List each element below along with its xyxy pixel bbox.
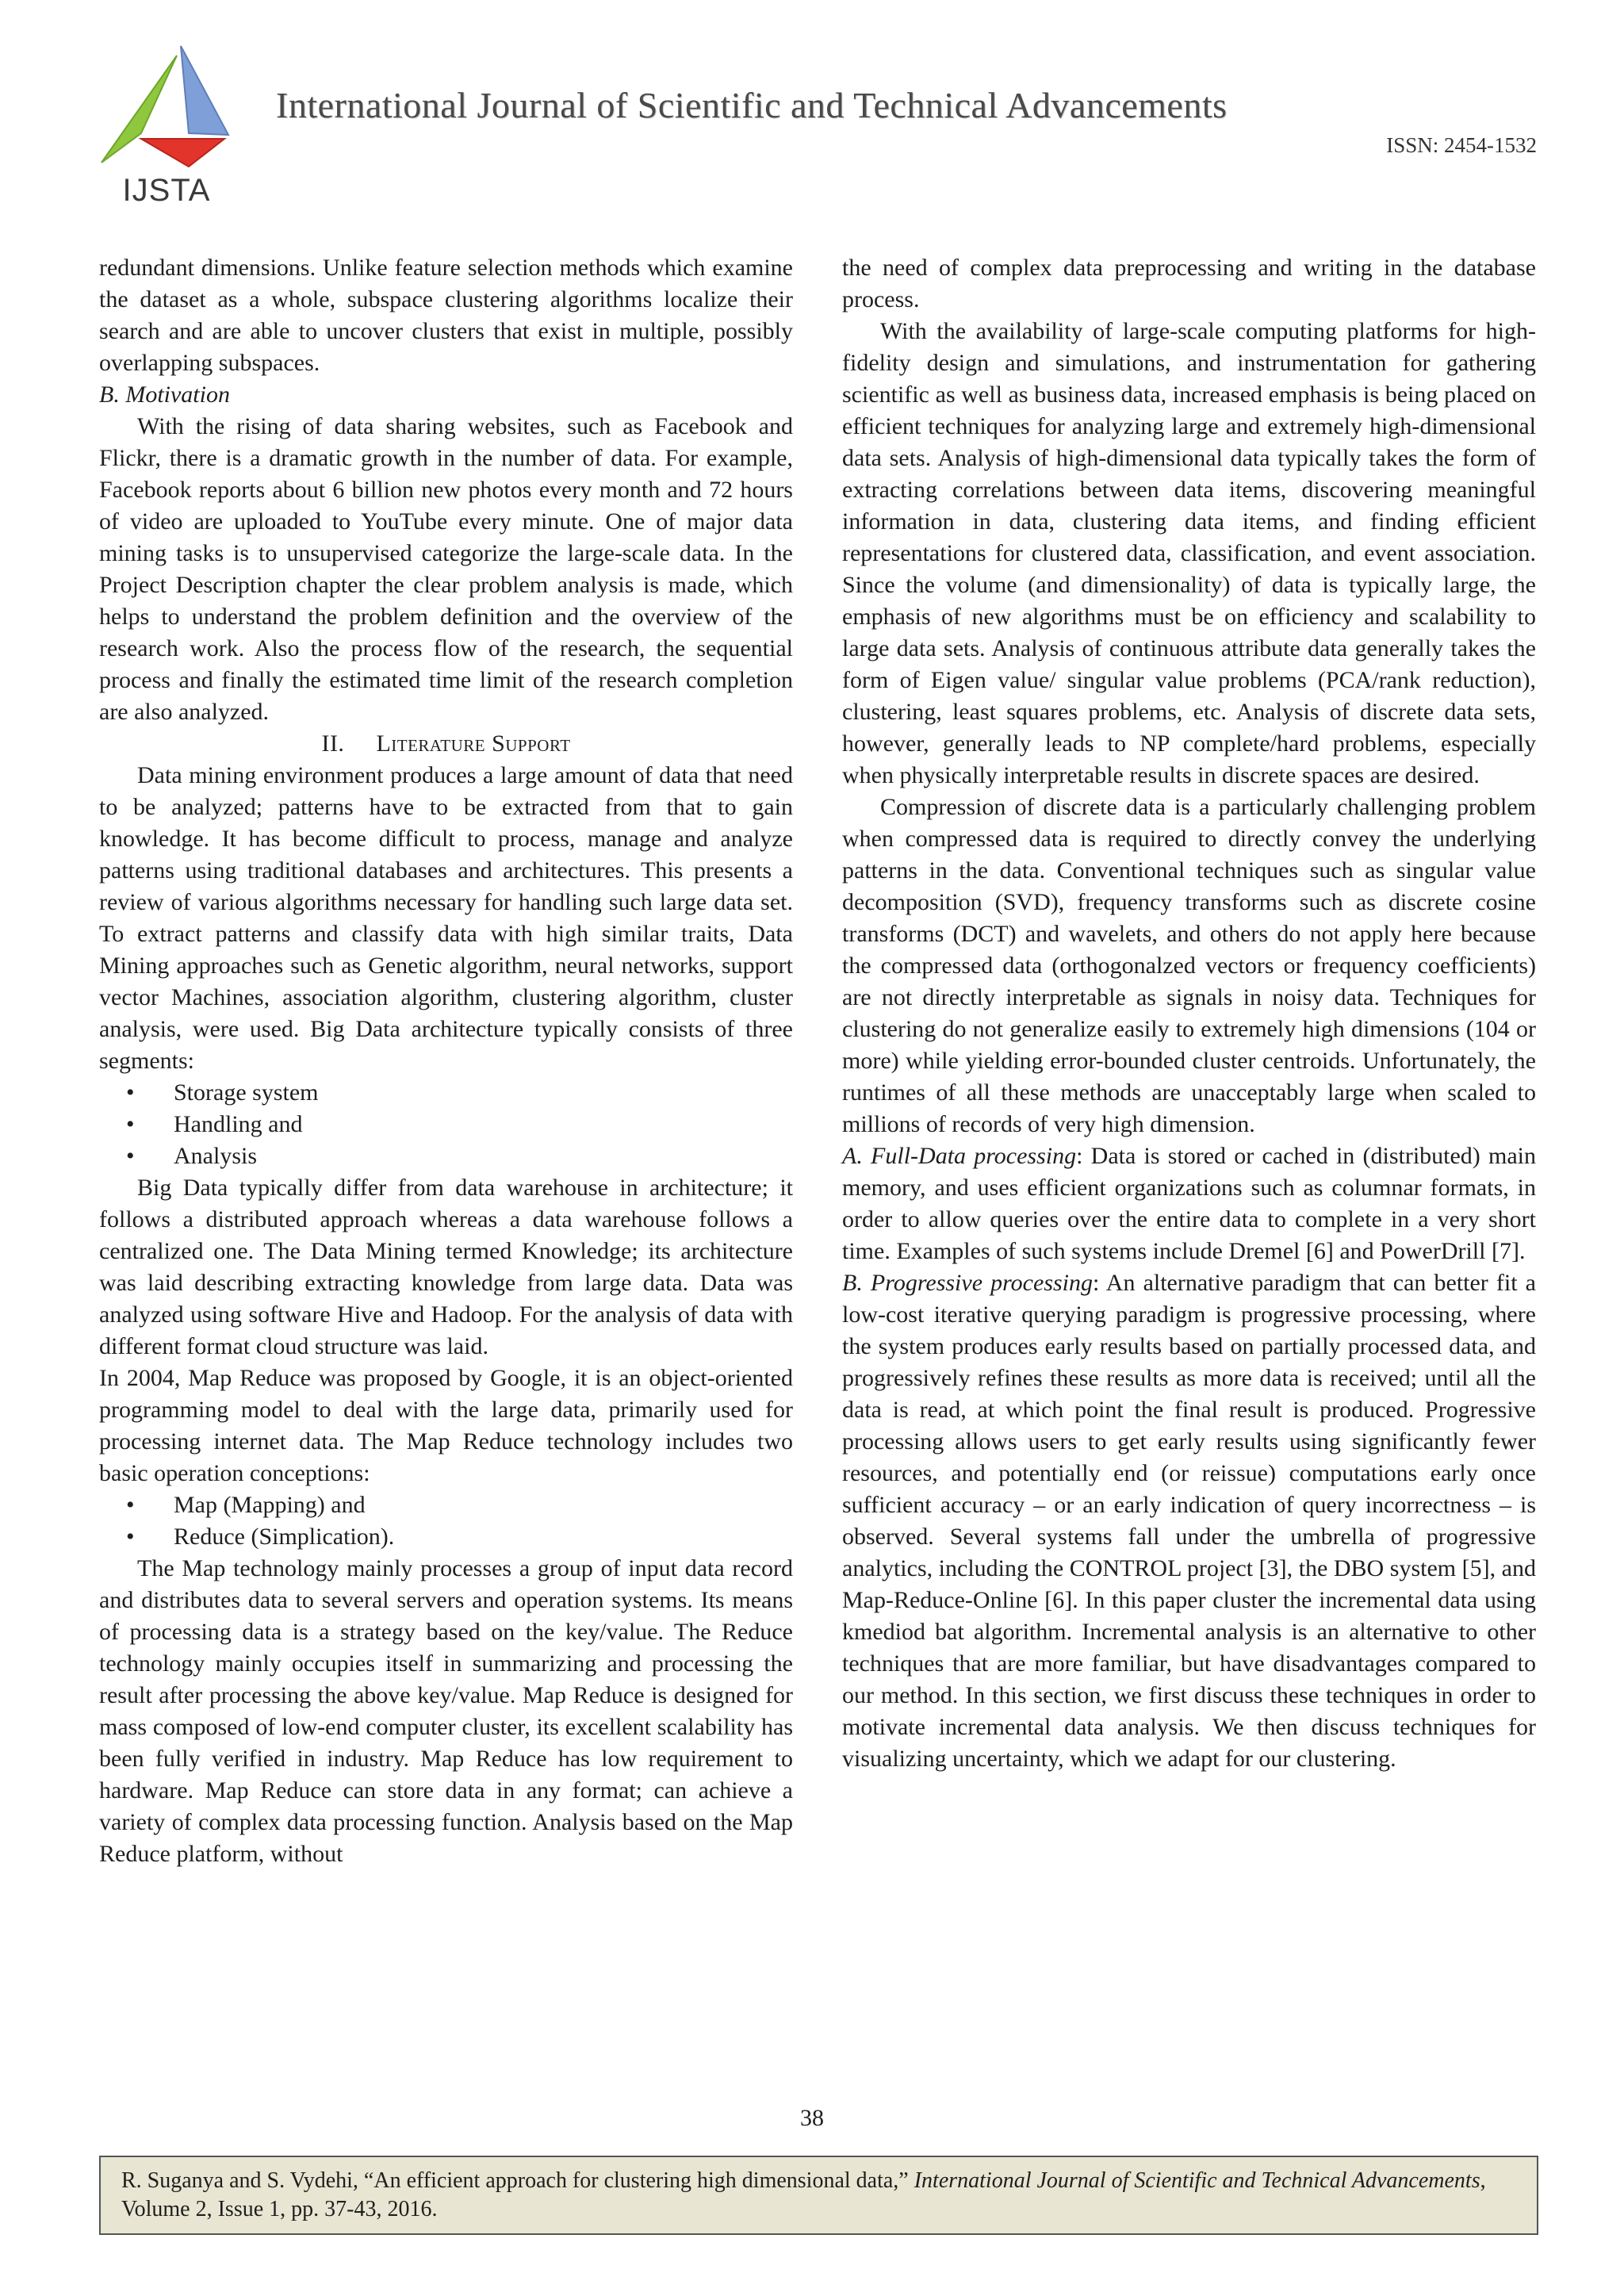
journal-title: International Journal of Scientific and Technical Advancements — [276, 85, 1228, 125]
paragraph-large-scale-computing: With the availability of large-scale computing platforms for high-fidelity design and simulations, and instrumentation for gathering scientific as well as business data, increased emphasis is being placed on efficient techniques for analyzing large and extremely high-dimensional data sets. Analysis of high-dimensional data typically takes the form of extracting correlations between data items, discovering meaningful information in data, clustering data items, and finding efficient representations for clustered data, classification, and event association. Since the volume (and dimensionality) of data is typically large, the emphasis of new algorithms must be on efficiency and scalability to large data sets. Analysis of continuous attribute data generally takes the form of Eigen value/ singular value problems (PCA/rank reduction), clustering, least squares problems, etc. Analysis of discrete data sets, however, generally leads to NP complete/hard problems, especially when physically interpretable results in discrete spaces are desired. — [842, 318, 1536, 788]
list-item — [99, 1140, 793, 1172]
bullet-text: Map (Mapping) and — [174, 1492, 366, 1518]
issn: ISSN: 2454-1532 — [1386, 133, 1537, 157]
citation-volume: , Volume 2, Issue 1, pp. 37-43, 2016. — [121, 2168, 1486, 2221]
paragraph-map-technology: The Map technology mainly processes a group of input data record and distributes data to several servers and operation systems. Its means of processing data is a strategy based on the key/value. The Reduce technology mainly occupies itself in summarizing and processing the result after processing the above key/value. Map Reduce is designed for mass composed of low-end computer cluster, its excellent scalability has been fully verified in industry. Map Reduce has low requirement to hardware. Map Reduce can store data in any format; can achieve a variety of complex data processing function. Analysis based on the Map Reduce platform, without — [99, 1555, 793, 1867]
page-number: 38 — [800, 2105, 824, 2131]
full-data-text: : Data is stored or cached in (distributed) main memory, and uses efficient organizations such as columnar formats, in order to allow queries over the entire data to complete in a very short time. Examples of such systems include Dremel [6] and PowerDrill [7]. — [842, 1143, 1537, 1264]
motivation-heading: B. Motivation — [99, 381, 230, 408]
full-data-label: A. Full-Data processing — [842, 1143, 1077, 1169]
paragraph-compression: Compression of discrete data is a particularly challenging problem when compressed data is required to directly convey the underlying patterns in the data. Conventional techniques such as singular value decomposition (SVD), frequency transforms such as discrete cosine transforms (DCT) and wavelets, and others do not apply here because the compressed data (orthogonalzed vectors or frequency coefficients) are not directly interpretable as signals in noisy data. Techniques for clustering do not generalize easily to extremely high dimensions (104 or more) while yielding error-bounded cluster centroids. Unfortunately, the runtimes of all these methods are unacceptably large when scaled to millions of records of very high dimension. — [842, 794, 1536, 1137]
bullet-symbol: • — [126, 1111, 135, 1137]
paragraph-redundant-dimensions: redundant dimensions. Unlike feature selection methods which examine the dataset as a whole, subspace clustering algorithms localize their search and are able to uncover clusters that exist in multiple, possibly overlapping subspaces. — [99, 255, 793, 376]
paragraph-full-data-processing — [842, 1140, 1536, 1267]
paragraph-progressive-processing — [842, 1267, 1536, 1775]
section-number: II. — [321, 730, 345, 757]
paragraph-big-data: Big Data typically differ from data warehouse in architecture; it follows a distributed approach whereas a data warehouse follows a centralized one. The Data Mining termed Knowledge; its architecture was laid describing extracting knowledge from large data. Data was analyzed using software Hive and Hadoop. For the analysis of data with different format cloud structure was laid. — [99, 1175, 793, 1359]
list-item — [99, 1489, 793, 1521]
right-column — [842, 252, 1536, 1775]
progressive-label: B. Progressive processing — [842, 1270, 1093, 1296]
paragraph-motivation: With the rising of data sharing websites, such as Facebook and Flickr, there is a dramatic growth in the number of data. For example, Facebook reports about 6 billion new photos every month and 72 hours of video are uploaded to YouTube every minute. One of major data mining tasks is to unsupervised categorize the large-scale data. In the Project Description chapter the clear problem analysis is made, which helps to understand the problem definition and the overview of the research work. Also the process flow of the research, the sequential process and finally the estimated time limit of the research completion are also analyzed. — [99, 413, 793, 725]
bullet-text: Analysis — [174, 1143, 257, 1169]
list-item — [99, 1521, 793, 1553]
citation-authors-title: R. Suganya and S. Vydehi, “An efficient approach for clustering high dimensional data,” — [121, 2168, 914, 2193]
logo-blue-triangle — [181, 46, 228, 135]
ijsta-logo-icon — [94, 40, 244, 171]
citation-footer — [99, 2156, 1538, 2235]
paragraph-map-reduce-intro: In 2004, Map Reduce was proposed by Google, it is an object-oriented programming model to deal with the large data, primarily used for processing internet data. The Map Reduce technology includes two basic operation conceptions: — [99, 1365, 793, 1486]
bullet-text: Storage system — [174, 1079, 319, 1106]
bullet-text: Handling and — [174, 1111, 303, 1137]
list-item — [99, 1077, 793, 1109]
left-column — [99, 252, 793, 1870]
logo-text: IJSTA — [122, 173, 211, 208]
list-item — [99, 1109, 793, 1140]
bullet-text: Reduce (Simplication). — [174, 1524, 395, 1550]
section-title-text: Literature Support — [376, 730, 571, 757]
journal-logo — [94, 40, 244, 210]
bullet-symbol: • — [126, 1079, 135, 1106]
paragraph-data-mining: Data mining environment produces a large amount of data that need to be analyzed; patterns have to be extracted from that to gain knowledge. It has become difficult to process, manage and analyze patterns using traditional databases and architectures. This presents a review of various algorithms necessary for handling such large data set. To extract patterns and classify data with high similar traits, Data Mining approaches such as Genetic algorithm, neural networks, support vector Machines, association algorithm, clustering algorithm, cluster analysis, were used. Big Data architecture typically consists of three segments: — [99, 762, 793, 1074]
bullet-symbol: • — [126, 1492, 135, 1518]
progressive-text: : An alternative paradigm that can better fit a low-cost iterative querying paradigm is progressive processing, where the system produces early results based on partially processed data, and progressively refines these results as more data is received; until all the data is read, at which point the final result is produced. Progressive processing allows users to get early results using significantly fewer resources, and potentially end (or reissue) computations early once sufficient accuracy – or an early indication of query incorrectness – is observed. Several systems fall under the umbrella of progressive analytics, including the CONTROL project [3], the DBO system [5], and Map-Reduce-Online [6]. In this paper cluster the incremental data using kmediod bat algorithm. Incremental analysis is an alternative to other techniques that are more familiar, but have disadvantages compared to our method. In this section, we first discuss these techniques in order to motivate incremental data analysis. We then discuss techniques for visualizing uncertainty, which we adapt for our clustering. — [842, 1270, 1536, 1772]
logo-red-triangle — [141, 139, 224, 167]
section-title — [99, 728, 793, 760]
bullet-symbol: • — [126, 1524, 135, 1550]
page-header — [0, 0, 1624, 210]
bullet-symbol: • — [126, 1143, 135, 1169]
paragraph-preprocessing: the need of complex data preprocessing and writing in the database process. — [842, 255, 1536, 312]
citation-journal: International Journal of Scientific and Technical Advancements — [914, 2168, 1480, 2193]
